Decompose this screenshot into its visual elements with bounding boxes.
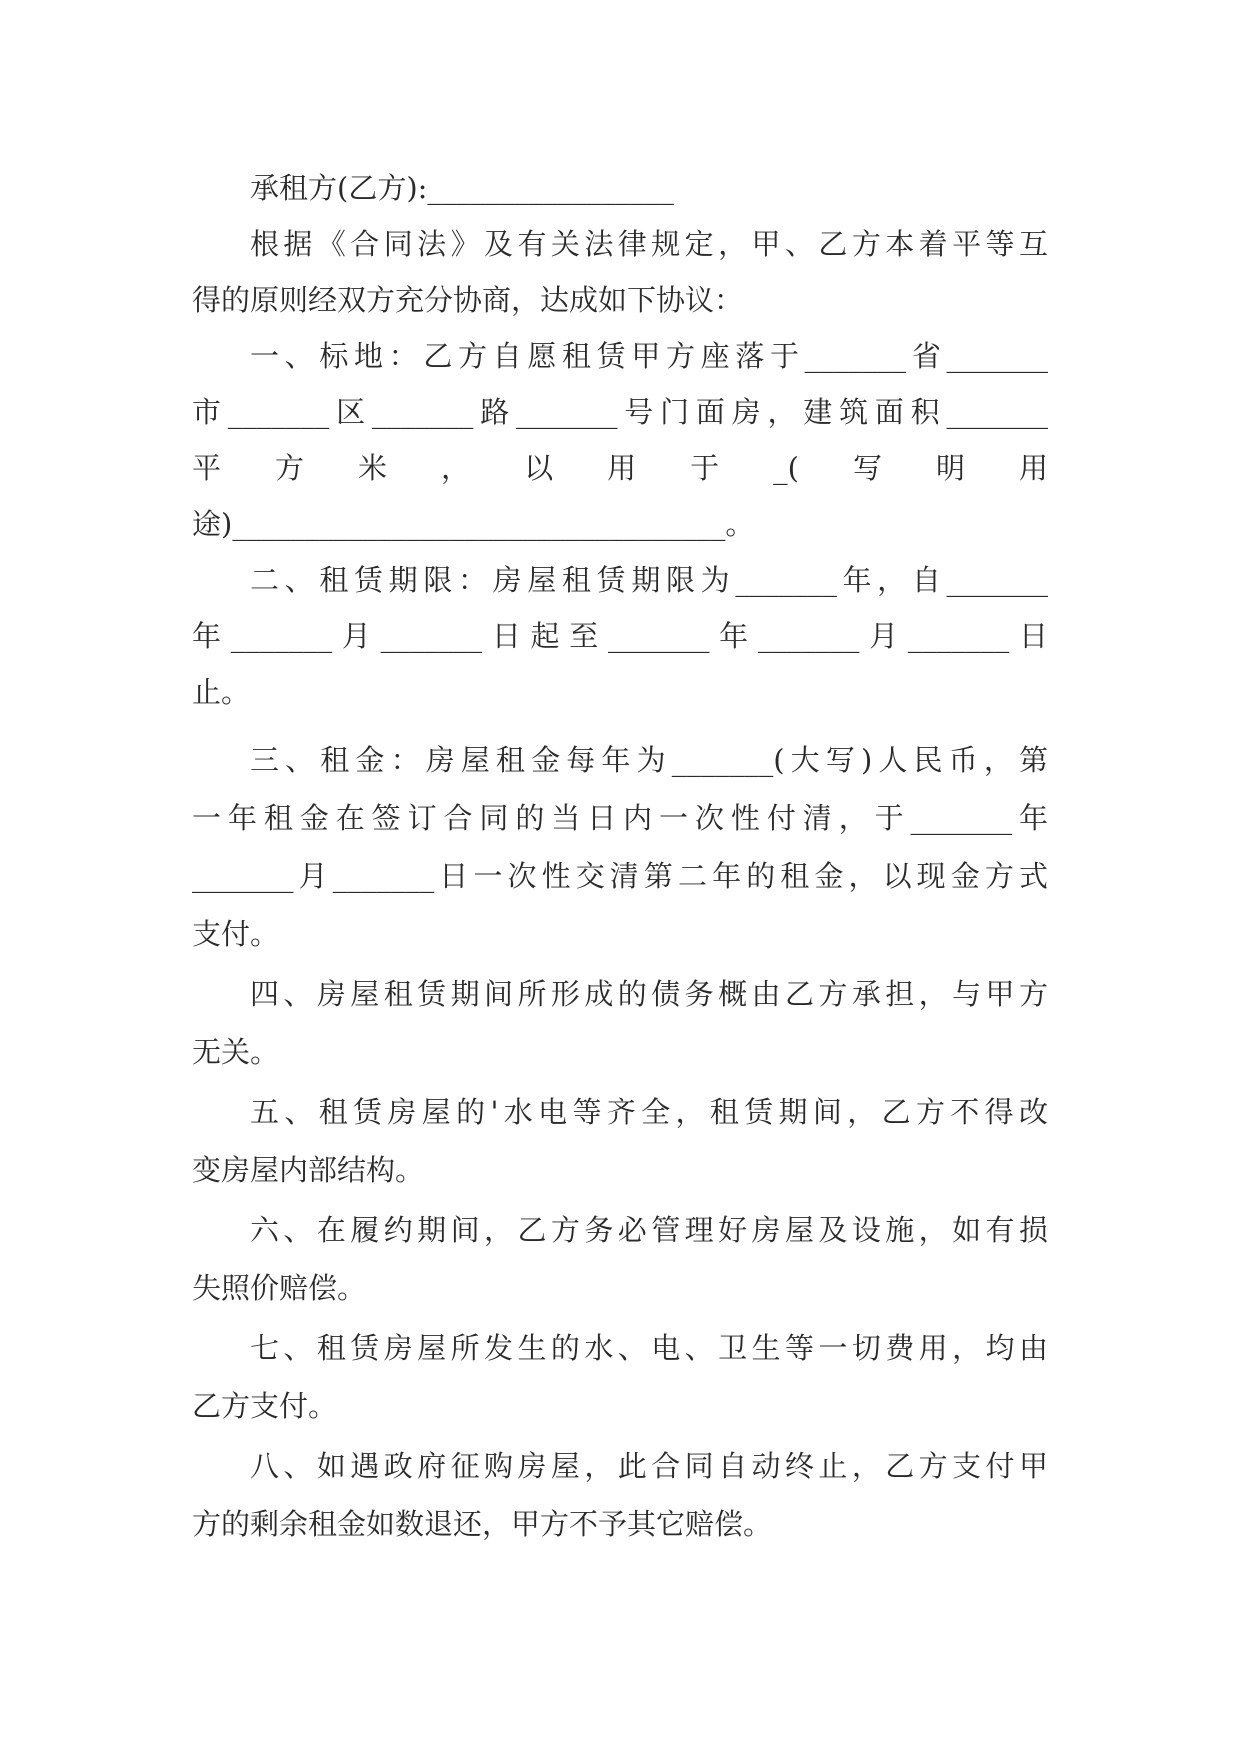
clause-2-line-1: 二、租赁期限：房屋租赁期限为_______年，自_______ xyxy=(250,563,1048,597)
intro-line-2: 得的原则经双方充分协商，达成如下协议： xyxy=(192,283,744,317)
tenant-line: 承租方(乙方):_________________ xyxy=(250,171,674,205)
clause-3-line-4: 支付。 xyxy=(192,917,280,951)
clause-4-line-2: 无关。 xyxy=(192,1035,280,1069)
clause-8-line-1: 八、如遇政府征购房屋，此合同自动终止，乙方支付甲 xyxy=(250,1449,1048,1483)
clause-7-line-1: 七、租赁房屋所发生的水、电、卫生等一切费用，均由 xyxy=(250,1331,1048,1365)
clause-1-line-3: 平方米，以用于_(写明用 xyxy=(192,451,1048,485)
clause-1-line-2: 市_______区_______路_______号门面房，建筑面积_______ xyxy=(192,395,1048,429)
clause-2-line-2: 年_______月_______日起至_______年_______月_______日 xyxy=(192,619,1048,653)
clause-1-line-1: 一、标地：乙方自愿租赁甲方座落于_______省_______ xyxy=(250,339,1048,373)
clause-5-line-1: 五、租赁房屋的'水电等齐全，租赁期间，乙方不得改 xyxy=(250,1095,1048,1129)
clause-2-line-3: 止。 xyxy=(192,675,251,709)
clause-3-line-2: 一年租金在签订合同的当日内一次性付清，于_______年 xyxy=(192,801,1048,835)
clause-5-line-2: 变房屋内部结构。 xyxy=(192,1153,425,1187)
clause-1-line-4: 途)__________________________________。 xyxy=(192,507,755,541)
clause-7-line-2: 乙方支付。 xyxy=(192,1389,338,1423)
clause-3-line-3: _______月_______日一次性交清第二年的租金，以现金方式 xyxy=(192,859,1048,893)
clause-6-line-1: 六、在履约期间，乙方务必管理好房屋及设施，如有损 xyxy=(250,1213,1048,1247)
clause-6-line-2: 失照价赔偿。 xyxy=(192,1271,367,1305)
clause-8-line-2: 方的剩余租金如数退还，甲方不予其它赔偿。 xyxy=(192,1507,773,1541)
intro-line-1: 根据《合同法》及有关法律规定，甲、乙方本着平等互 xyxy=(250,227,1048,261)
clause-3-line-1: 三、租金：房屋租金每年为_______(大写)人民币，第 xyxy=(250,743,1048,777)
clause-4-line-1: 四、房屋租赁期间所形成的债务概由乙方承担，与甲方 xyxy=(250,977,1048,1011)
